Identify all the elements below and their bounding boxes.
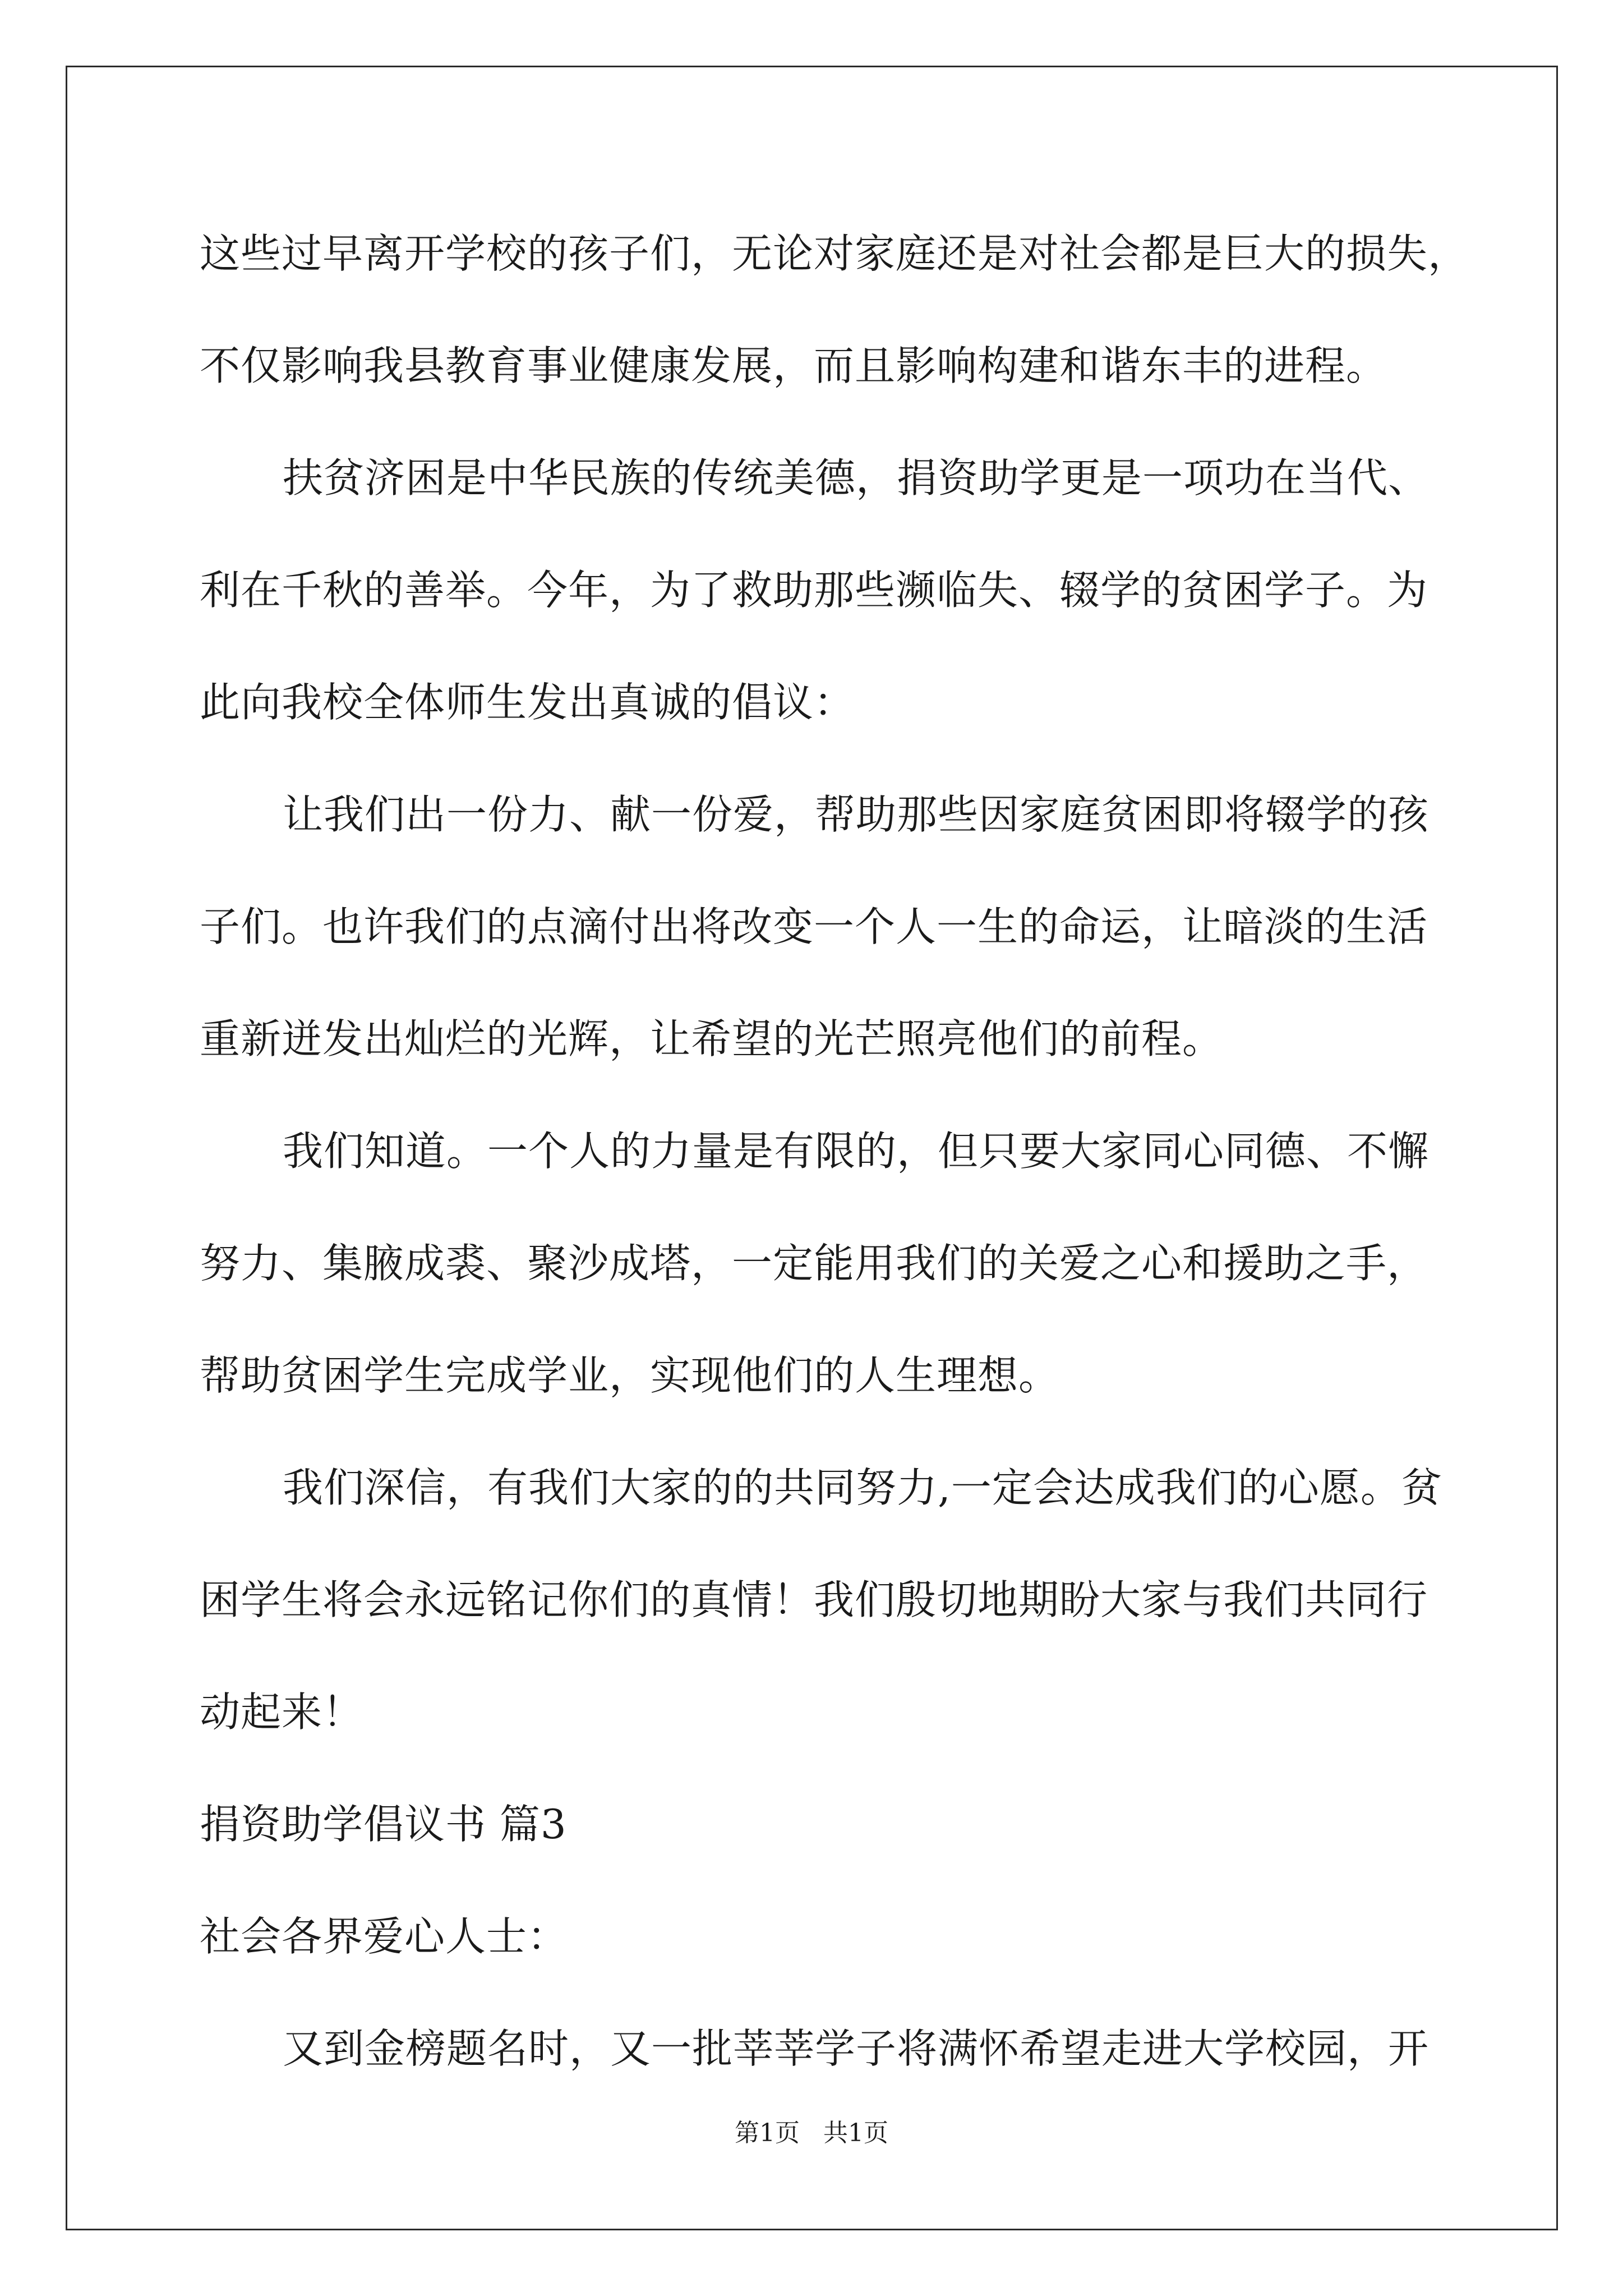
paragraph-start-line: 我们深信，有我们大家的的共同努力,一定会达成我们的心愿。贫 <box>283 1464 1442 1511</box>
paragraph-start-line: 又到金榜题名时，又一批莘莘学子将满怀希望走进大学校园，开 <box>283 2025 1430 2072</box>
paragraph-start-line: 让我们出一份力、献一份爱，帮助那些因家庭贫困即将辍学的孩 <box>283 791 1430 838</box>
salutation-line: 社会各界爱心人士： <box>200 1913 569 1960</box>
text-line: 这些过早离开学校的孩子们，无论对家庭还是对社会都是巨大的损失， <box>200 230 1469 277</box>
paragraph-start-line: 扶贫济困是中华民族的传统美德，捐资助学更是一项功在当代、 <box>283 454 1430 501</box>
document-body <box>200 209 1469 2116</box>
page-footer: 第1页 共1页 <box>735 2119 888 2147</box>
text-line: 努力、集腋成裘、聚沙成塔，一定能用我们的关爱之心和援助之手， <box>200 1240 1428 1287</box>
text-line: 此向我校全体师生发出真诚的倡议： <box>200 679 855 726</box>
text-line: 子们。也许我们的点滴付出将改变一个人一生的命运，让暗淡的生活 <box>200 903 1428 950</box>
text-line: 帮助贫困学生完成学业，实现他们的人生理想。 <box>200 1352 1060 1399</box>
text-line: 重新迸发出灿烂的光辉，让希望的光芒照亮他们的前程。 <box>200 1015 1224 1062</box>
text-line: 利在千秋的善举。今年，为了救助那些濒临失、辍学的贫困学子。为 <box>200 567 1428 614</box>
section-heading: 捐资助学倡议书 篇3 <box>200 1801 567 1848</box>
text-line: 困学生将会永远铭记你们的真情！我们殷切地期盼大家与我们共同行 <box>200 1576 1428 1623</box>
paragraph-start-line: 我们知道。一个人的力量是有限的，但只要大家同心同德、不懈 <box>283 1128 1430 1175</box>
text-line: 动起来！ <box>200 1688 364 1736</box>
text-line: 不仅影响我县教育事业健康发展，而且影响构建和谐东丰的进程。 <box>200 342 1387 389</box>
